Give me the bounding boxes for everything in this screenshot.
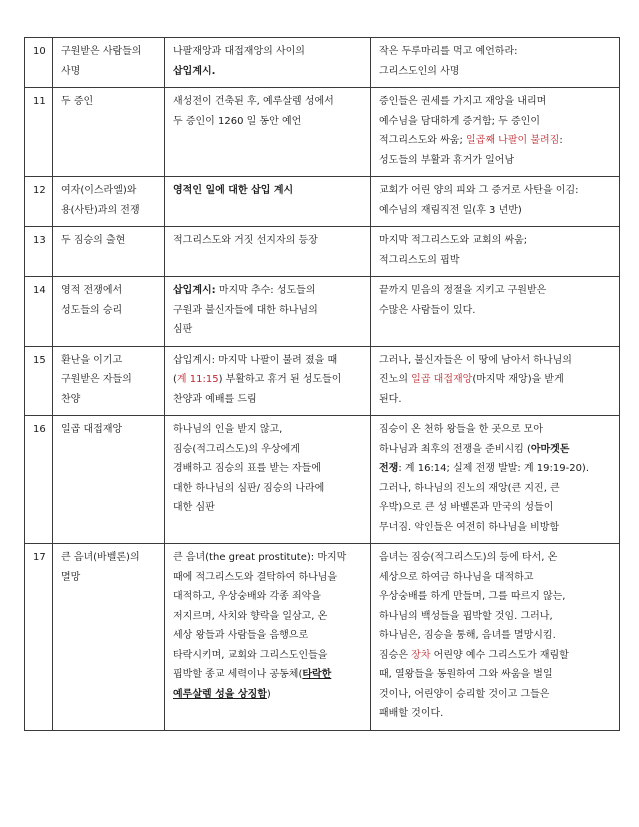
text-segment: ( (173, 374, 177, 385)
subject-cell (53, 416, 165, 544)
description-cell (165, 88, 371, 177)
description-cell (165, 38, 371, 88)
text-segment: : (559, 135, 563, 146)
revelation-outline-table (24, 37, 620, 731)
text-segment: 교회가 어린 양의 피와 그 증거로 사탄을 이김: (379, 185, 579, 196)
table-row (25, 416, 620, 544)
text-segment: 어린양 예수 그리스도가 재림할 (430, 649, 569, 661)
text-segment: 된다. (379, 393, 402, 405)
description-cell (165, 416, 371, 544)
text-segment: 짐승은 (379, 649, 412, 661)
text-segment: 핍박할 종교 세력이나 공동체( (173, 669, 303, 680)
row-number: 17 (25, 544, 53, 731)
text-segment: 하나님의 백성들을 핍박할 것임. 그러나, (379, 610, 553, 622)
description-cell (165, 346, 371, 416)
bold-text: 아마겟돈 (530, 443, 570, 455)
text-segment: 그러나, 불신자들은 이 땅에 남아서 하나님의 (379, 354, 572, 366)
text-segment: 하나님과 최후의 전쟁을 준비시킴 ( (379, 443, 531, 455)
text-segment: ) (266, 688, 271, 700)
text-segment: 적그리스도와 싸움; (379, 135, 467, 146)
detail-cell (371, 416, 620, 544)
subject-line: 구원받은 자들의 (61, 374, 132, 385)
detail-cell (371, 38, 620, 88)
text-segment: 진노의 (379, 374, 412, 385)
table-body (25, 38, 620, 731)
text-segment: 적그리스도와 거짓 선지자의 등장 (173, 235, 318, 246)
text-segment: 두 증인이 1260 일 동안 예언 (173, 115, 302, 127)
text-segment: 저지르며, 사치와 향락을 일삼고, 온 (173, 610, 328, 622)
bold-text: 삽입계시. (173, 65, 216, 77)
text-segment: 삽입계시: 마지막 나팔이 불려 졌을 때 (173, 354, 338, 366)
description-cell (165, 544, 371, 731)
subject-cell (53, 177, 165, 227)
row-number: 12 (25, 177, 53, 227)
text-segment: 대한 심판 (173, 502, 215, 513)
text-segment: 수많은 사람들이 있다. (379, 304, 476, 316)
text-segment: 마지막 적그리스도와 교회의 싸움; (379, 235, 528, 246)
text-segment: 세상 왕들과 사람들을 음행으로 (173, 630, 309, 641)
highlighted-text: 장차 (411, 649, 431, 661)
bold-text: 전쟁 (379, 463, 399, 474)
text-segment: (마지막 재앙)을 받게 (472, 374, 564, 385)
row-number: 13 (25, 227, 53, 277)
bold-text: 삽입계시: (173, 285, 216, 296)
row-number: 10 (25, 38, 53, 88)
text-segment: 대한 하나님의 심판/ 짐승의 나라에 (173, 482, 325, 494)
bold-text: 영적인 일에 대한 삽입 계시 (173, 185, 294, 196)
text-segment: 큰 음녀(the great prostitute): 마지막 (173, 552, 347, 563)
text-segment: 마지막 추수: 성도들의 (215, 285, 316, 296)
text-segment: 심판 (173, 324, 193, 335)
text-segment: 것이나, 어린양이 승리할 것이고 그들은 (379, 688, 550, 700)
detail-cell (371, 177, 620, 227)
row-number: 16 (25, 416, 53, 544)
subject-line: 용(사탄)과의 전쟁 (61, 204, 140, 216)
text-segment: 적그리스도의 핍박 (379, 254, 460, 266)
table-row (25, 38, 620, 88)
text-segment: 짐승이 온 천하 왕들을 한 곳으로 모아 (379, 424, 543, 435)
text-segment: : 계 16:14; 실제 전쟁 발발: 계 19:19-20). (398, 463, 590, 474)
description-cell (165, 277, 371, 347)
subject-line: 큰 음녀(바벨론)의 (61, 552, 140, 563)
text-segment: 예수님을 담대하게 증거함; 두 증인이 (379, 115, 540, 127)
subject-cell (53, 346, 165, 416)
text-segment: 음녀는 짐승(적그리스도)의 등에 타서, 온 (379, 552, 558, 563)
text-segment: 예수님의 재림직전 일(후 3 년반) (379, 204, 522, 216)
text-segment: 나팔재앙과 대접재앙의 사이의 (173, 46, 305, 57)
text-segment: 새성전이 건축된 후, 예루살렘 성에서 (173, 96, 334, 107)
subject-line: 구원받은 사람들의 (61, 46, 142, 57)
text-segment: 우박)으로 큰 성 바벨론과 만국의 성들이 (379, 502, 554, 513)
text-segment: 세상으로 하여금 하나님을 대적하고 (379, 571, 534, 583)
subject-cell (53, 227, 165, 277)
description-cell (165, 227, 371, 277)
text-segment: 작은 두루마리를 먹고 예언하라: (379, 46, 518, 57)
text-segment: 하나님은, 짐승을 통해, 음녀를 멸망시킴. (379, 630, 556, 641)
detail-cell (371, 277, 620, 347)
text-segment: 하나님의 인을 받지 않고, (173, 424, 283, 435)
subject-line: 일곱 대접재앙 (61, 424, 123, 435)
subject-line: 두 짐승의 출현 (61, 235, 126, 246)
subject-line: 사명 (61, 65, 81, 77)
table-row (25, 177, 620, 227)
bold-text: 예루살렘 성을 상징함 (173, 688, 267, 700)
detail-cell (371, 544, 620, 731)
subject-cell (53, 38, 165, 88)
text-segment: 그러나, 하나님의 진노의 재앙(큰 지진, 큰 (379, 482, 560, 494)
subject-line: 두 증인 (61, 96, 94, 107)
subject-line: 성도들의 승리 (61, 304, 123, 316)
bold-text: 타락한 (302, 669, 332, 680)
text-segment: 무너짐. 악인들은 여전히 하나님을 비방함 (379, 521, 560, 533)
detail-cell (371, 346, 620, 416)
text-segment: 대적하고, 우상숭배와 각종 죄악을 (173, 591, 321, 602)
text-segment: 경배하고 짐승의 표를 받는 자들에 (173, 463, 321, 474)
text-segment: 우상숭배를 하게 만들며, 그를 따르지 않는, (379, 591, 566, 602)
detail-cell (371, 227, 620, 277)
table-row (25, 277, 620, 347)
subject-cell (53, 277, 165, 347)
row-number: 11 (25, 88, 53, 177)
text-segment: 찬양과 예배를 드림 (173, 393, 257, 405)
subject-line: 여자(이스라엘)와 (61, 185, 137, 196)
table-row (25, 88, 620, 177)
highlighted-text: 일곱째 나팔이 불려짐 (466, 135, 560, 146)
subject-cell (53, 88, 165, 177)
table-row (25, 544, 620, 731)
subject-line: 멸망 (61, 571, 81, 583)
text-segment: 패배할 것이다. (379, 708, 444, 719)
highlighted-text: 일곱 대접재앙 (411, 374, 473, 385)
text-segment: 타락시키며, 교회와 그리스도인들을 (173, 649, 328, 661)
table-row (25, 227, 620, 277)
text-segment: 구원과 불신자들에 대한 하나님의 (173, 304, 318, 316)
text-segment: 짐승(적그리스도)의 우상에게 (173, 443, 300, 455)
subject-line: 환난을 이기고 (61, 354, 123, 366)
text-segment: 끝까지 믿음의 정절을 지키고 구원받은 (379, 285, 547, 296)
subject-line: 찬양 (61, 393, 81, 405)
text-segment: 때에 적그리스도와 결탁하여 하나님을 (173, 571, 338, 583)
subject-line: 영적 전쟁에서 (61, 285, 123, 296)
table-row (25, 346, 620, 416)
highlighted-text: 계 11:15 (176, 374, 219, 385)
detail-cell (371, 88, 620, 177)
text-segment: 성도들의 부활과 휴거가 일어남 (379, 154, 515, 166)
text-segment: 그리스도인의 사명 (379, 65, 460, 77)
text-segment: 증인들은 권세를 가지고 재앙을 내리며 (379, 96, 547, 107)
description-cell (165, 177, 371, 227)
row-number: 14 (25, 277, 53, 347)
row-number: 15 (25, 346, 53, 416)
text-segment: ) 부활하고 휴거 된 성도들이 (218, 374, 342, 385)
subject-cell (53, 544, 165, 731)
text-segment: 때, 열왕들을 동원하여 그와 싸움을 벌일 (379, 669, 553, 680)
